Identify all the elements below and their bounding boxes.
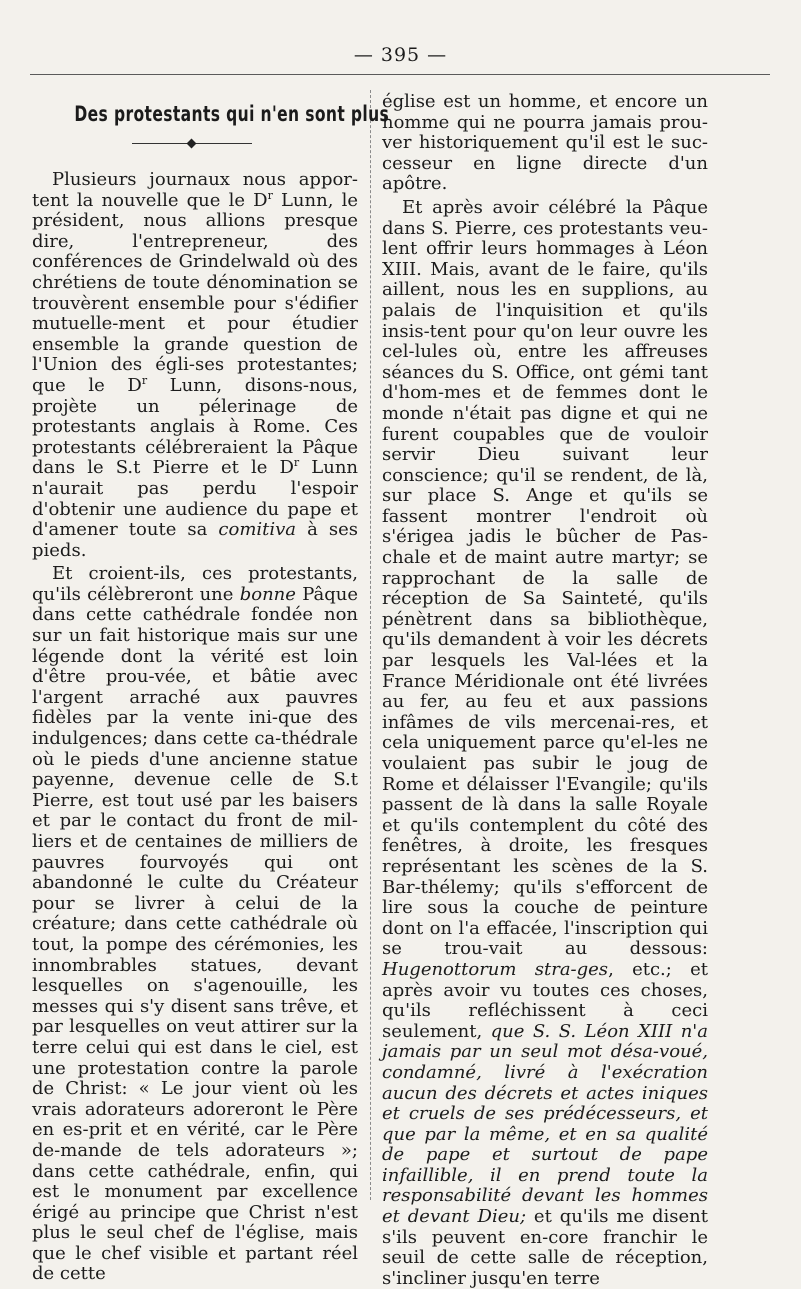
ornament-diamond-icon	[187, 139, 197, 149]
left-column	[32, 92, 390, 1285]
paragraph: Plusieurs journaux nous appor- tent la nouvelle que le $D^r$ Lunn, le président, nous allions presque dire, l'entrepreneur, des conférences de Grindelwald où des chrétiens de toute dénomination se trouvèrent ensemble pour s'édifier mutuelle-ment et pour étudier ensemble la grande question de l'Union des égli-ses protestantes; que le $D^r$ Lunn, disons-nous, projète un pélerinage de protestants anglais à Rome. Ces protestants célébreraient la Pâque dans le S.t Pierre et le $D^r$ Lunn n'aurait pas perdu l'espoir d'obtenir une audience du pape et d'amener toute sa comitiva à ses pieds.	[32, 169, 359, 561]
paragraph: église est un homme, et encore un homme qui ne pourra jamais prou-ver historiquement qu'il est le suc-cesseur en ligne directe d'un apôtre.	[382, 91, 708, 195]
page-number: — 395 —	[353, 44, 448, 66]
right-column	[382, 92, 708, 1289]
paragraph: Et après avoir célébré la Pâque dans S. Pierre, ces protestants veu-lent offrir leurs hommages à Léon XIII. Mais, avant de le faire, qu'ils aillent, nous les en supplions, au palais de l'inquisition et qu'ils insis-tent pour qu'on leur ouvre les cel-lules où, entre les affreuses séances du S. Office, ont gémi tant d'hom-mes et de femmes dont le monde n'était pas digne et qui ne furent coupables que de vouloir servir Dieu suivant leur conscience; qu'il se rendent, de là, sur place S. Ange et qu'ils se fassent montrer l'endroit où s'érigea jadis le bûcher de Pas-chale et de maint autre martyr; se rapprochant de la salle de réception de Sa Sainteté, qu'ils pénètrent dans sa bibliothèque, qu'ils demandent à voir les décrets par lesquels les Val-lées et la France Méridionale ont été livrées au fer, au feu et aux passions infâmes de vils mercenai-res, et cela uniquement parce qu'el-les ne voulaient pas subir le joug de Rome et délaisser l'Evangile; qu'ils passent de là dans la salle Royale et qu'ils contemplent du côté des fenêtres, à droite, les fresques représentant les scènes de la S. Bar-thélemy; qu'ils s'efforcent de lire sous la couche de peinture dont on l'a effacée, l'inscription qui se trou-vait au dessous: Hugenottorum stra-ges, etc.; et après avoir vu toutes ces choses, qu'ils refléchissent à ceci seulement, que S. S. Léon XIII n'a jamais par un seul mot désa-voué, condamné, livré à l'exécration aucun des décrets et actes iniques et cruels de ses prédécesseurs, et que par la même, et en sa qualité de pape et surtout de pape infaillible, il en prend toute la responsabilité devant les hommes et devant Dieu; et qu'ils me disent s'ils peuvent en-core franchir le seuil de cette salle de réception, s'incliner jusqu'en terre	[382, 196, 708, 1289]
article-title: Des protestants qui n'en sont plus	[74, 102, 390, 126]
header-rule	[30, 74, 770, 75]
paragraph: Et croient-ils, ces protestants, qu'ils célèbreront une bonne Pâque dans cette cathédrale fondée non sur un fait historique mais sur une légende dont la vérité est loin d'être prou-vée, et bâtie avec l'argent arraché aux pauvres fidèles par la vente ini-que des indulgences; dans cette ca-thédrale où le pieds d'une ancienne statue payenne, devenue celle de S.t Pierre, est tout usé par les baisers et par le contact du front de mil-liers et de centaines de milliers de pauvres fourvoyés qui ont abandonné le culte du Créateur pour se livrer à celui de la créature; dans cette cathédrale où tout, la pompe des cérémonies, les innombrables statues, devant lesquelles on s'agenouille, les messes qui s'y disent sans trêve, et par lesquelles on veut attirer sur la terre celui qui est dans le ciel, est une protestation contre la parole de Christ: « Le jour vient où les vrais adorateurs adoreront le Père en es-prit et en vérité, car le Père de-mande de tels adorateurs »; dans cette cathédrale, enfin, qui est le monument par excellence érigé au principe que Christ n'est plus le seul chef de l'église, mais que le chef visible et partant réel de cette	[32, 563, 358, 1285]
title-ornament	[32, 134, 358, 154]
column-divider	[370, 90, 371, 1200]
